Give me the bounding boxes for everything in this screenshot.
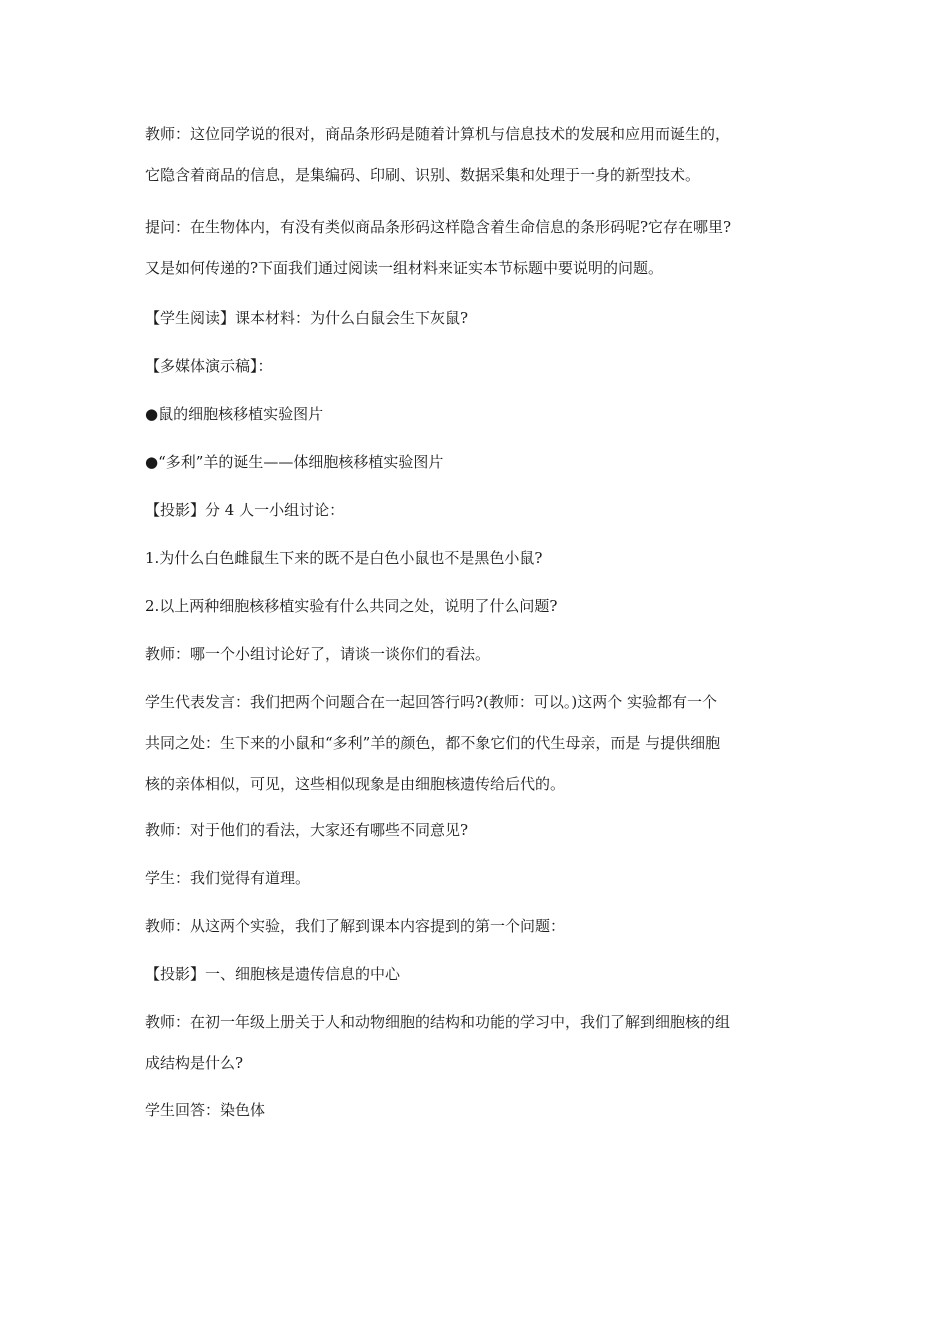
text-line: ●鼠的细胞核移植实验图片 bbox=[145, 405, 324, 423]
numbered-item-2 bbox=[145, 586, 810, 627]
text-line: 【投影】一、细胞核是遗传信息的中心 bbox=[145, 965, 401, 983]
paragraph-student-reading bbox=[145, 298, 810, 339]
text-line: 学生回答：染色体 bbox=[145, 1101, 266, 1119]
numbered-item-1 bbox=[145, 538, 810, 579]
text-line: 提问：在生物体内，有没有类似商品条形码这样隐含着生命信息的条形码呢?它存在哪里? bbox=[145, 218, 732, 236]
text-line: 教师：从这两个实验，我们了解到课本内容提到的第一个问题： bbox=[145, 917, 566, 935]
text-line: 共同之处：生下来的小鼠和“多利”羊的颜色，都不象它们的代生母亲，而是 与提供细胞 bbox=[145, 734, 721, 752]
paragraph-student-agree bbox=[145, 858, 810, 899]
text-line: 学生代表发言：我们把两个问题合在一起回答行吗?(教师：可以。)这两个 实验都有一个 bbox=[145, 693, 718, 711]
bullet-item-dolly bbox=[145, 442, 810, 483]
text-line: 教师：哪一个小组讨论好了，请谈一谈你们的看法。 bbox=[145, 645, 491, 663]
paragraph-question bbox=[145, 207, 810, 289]
text-line: 2.以上两种细胞核移植实验有什么共同之处，说明了什么问题? bbox=[145, 597, 558, 615]
text-line: 学生：我们觉得有道理。 bbox=[145, 869, 311, 887]
text-line: 【多媒体演示稿】： bbox=[145, 357, 273, 375]
text-line: 教师：对于他们的看法，大家还有哪些不同意见? bbox=[145, 821, 469, 839]
paragraph-multimedia bbox=[145, 346, 810, 387]
text-line: 成结构是什么? bbox=[145, 1054, 244, 1072]
paragraph-teacher-ask bbox=[145, 634, 810, 675]
text-line: 教师：这位同学说的很对，商品条形码是随着计算机与信息技术的发展和应用而诞生的， bbox=[145, 125, 731, 143]
bullet-item-mouse-nucleus bbox=[145, 394, 810, 435]
text-line: 又是如何传递的?下面我们通过阅读一组材料来证实本节标题中要说明的问题。 bbox=[145, 259, 664, 277]
paragraph-projection-nucleus-center bbox=[145, 954, 810, 995]
text-line: ●“多利”羊的诞生——体细胞核移植实验图片 bbox=[145, 453, 444, 471]
paragraph-student-answer bbox=[145, 1090, 810, 1131]
paragraph-teacher-barcode bbox=[145, 114, 810, 196]
text-line: 【学生阅读】课本材料：为什么白鼠会生下灰鼠? bbox=[145, 309, 469, 327]
text-line: 1.为什么白色雌鼠生下来的既不是白色小鼠也不是黑色小鼠? bbox=[145, 549, 543, 567]
text-line: 它隐含着商品的信息，是集编码、印刷、识别、数据采集和处理于一身的新型技术。 bbox=[145, 166, 701, 184]
paragraph-teacher-opinions bbox=[145, 810, 810, 851]
text-line: 核的亲体相似，可见，这些相似现象是由细胞核遗传给后代的。 bbox=[145, 775, 566, 793]
text-line: 【投影】分 4 人一小组讨论： bbox=[145, 501, 345, 519]
paragraph-teacher-structure bbox=[145, 1002, 810, 1084]
paragraph-projection-group bbox=[145, 490, 810, 531]
paragraph-teacher-first-question bbox=[145, 906, 810, 947]
text-line: 教师：在初一年级上册关于人和动物细胞的结构和功能的学习中，我们了解到细胞核的组 bbox=[145, 1013, 731, 1031]
paragraph-student-representative bbox=[145, 682, 810, 805]
